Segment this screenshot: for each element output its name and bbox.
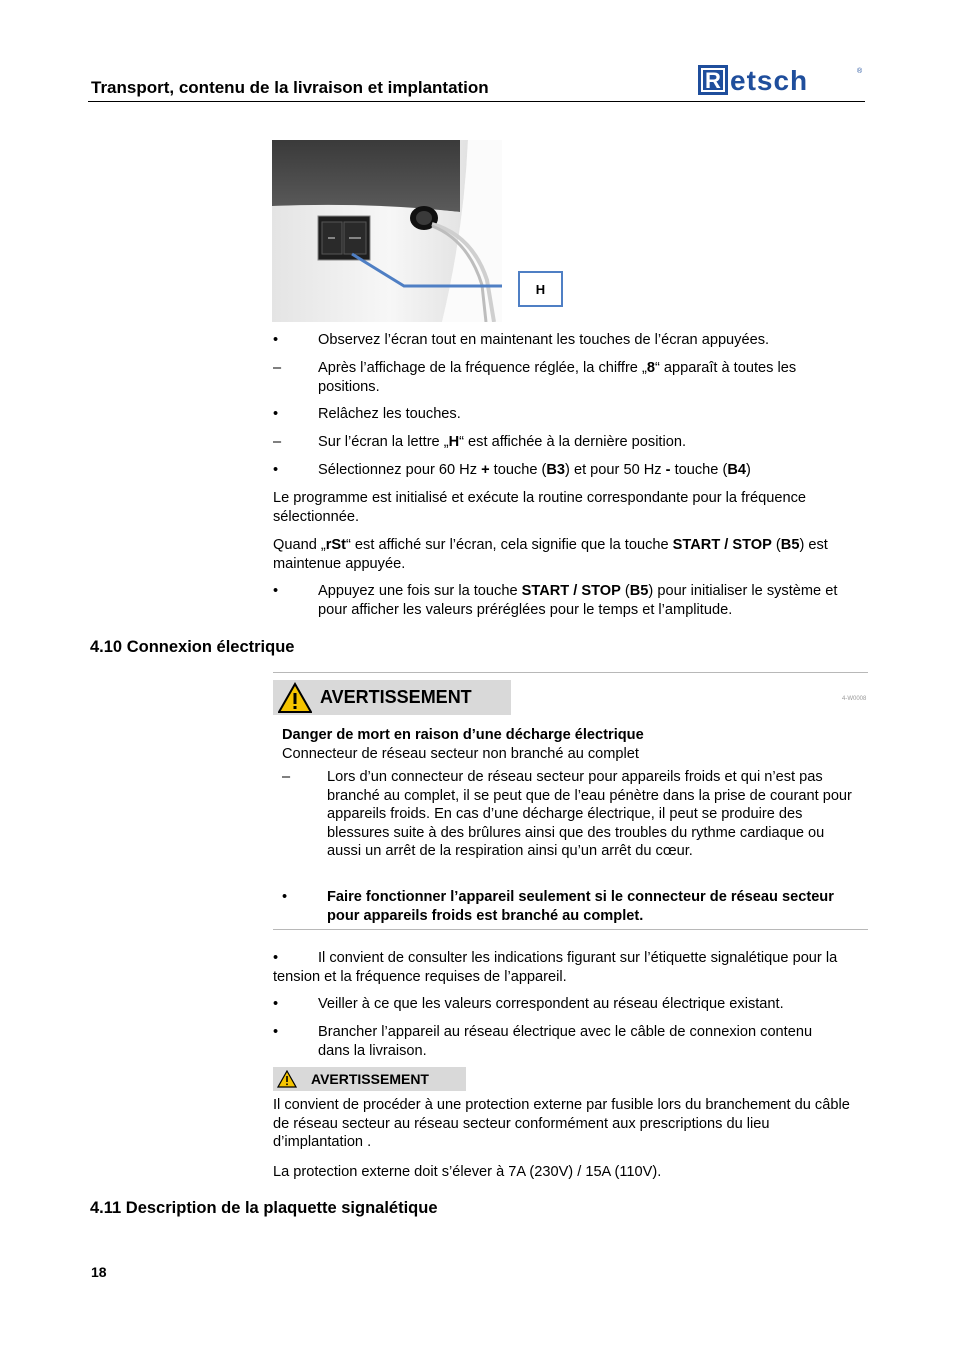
list-marker: • [273, 996, 279, 1012]
list-marker: • [273, 462, 279, 478]
text-run-bold: rSt [325, 537, 347, 553]
text-run: ) [745, 462, 751, 478]
warning-bottom-rule [273, 929, 868, 930]
warning-triangle-icon [278, 682, 312, 714]
section-heading-4-10: 4.10 Connexion électrique [90, 638, 295, 656]
warning-header [273, 680, 511, 715]
text-run-bold: + [481, 462, 490, 478]
text-run: “ apparaît à toutes les positions. [318, 360, 797, 395]
section-heading-4-11: 4.11 Description de la plaquette signalétique [90, 1199, 438, 1217]
text-run: “ est affiché sur l’écran, cela signifie que la touche [346, 537, 673, 553]
text-run: ( [620, 583, 630, 599]
text-run-bold: B5 [780, 537, 800, 553]
header-rule [88, 101, 865, 102]
step-text [318, 582, 863, 619]
list-marker: • [273, 583, 279, 599]
step-text [318, 461, 858, 480]
text-run: “ est affichée à la dernière position. [459, 434, 687, 450]
text-run: Observez l’écran tout en maintenant les touches de l’écran appuyées. [318, 332, 770, 348]
list-marker: – [282, 769, 291, 785]
text-run: touche ( [670, 462, 728, 478]
text-run-bold: B4 [727, 462, 746, 478]
list-marker: – [273, 360, 282, 376]
text-run: Il convient de consulter les indications figurant sur l’étiquette signalétique pour la tension et la fréquence requises de l’appareil. [273, 950, 838, 985]
callout-label-h: H [518, 271, 563, 307]
logo-mark: ® [857, 68, 863, 75]
warning-top-rule [273, 672, 868, 673]
text-run: Sélectionnez pour 60 Hz [318, 462, 482, 478]
list-marker: • [273, 1024, 279, 1040]
list-marker: • [282, 889, 288, 905]
list-marker: • [273, 332, 279, 348]
warning-subheading: Connecteur de réseau secteur non branché au complet [282, 746, 639, 762]
text-run: ( [771, 537, 781, 553]
text-run: Sur l’écran la lettre „ [318, 434, 449, 450]
list-item-text: Brancher l’appareil au réseau électrique avec le câble de connexion contenu dans la livraison. [318, 1024, 813, 1059]
text-run: touche ( [489, 462, 547, 478]
logo-r: R [705, 68, 721, 93]
page-number: 18 [91, 1264, 107, 1280]
warning-heading: Danger de mort en raison d’une décharge électrique [282, 727, 644, 743]
warning-bullet-text: Faire fonctionner l’appareil seulement si le connecteur de réseau secteur pour appareils froids est branché au complet. [327, 889, 834, 924]
list-item [273, 949, 863, 986]
text-run-bold: START / STOP [521, 583, 621, 599]
list-marker: – [273, 434, 282, 450]
step-text [318, 359, 858, 396]
small-warning-label: AVERTISSEMENT [311, 1071, 429, 1087]
text-run-bold: B5 [629, 583, 649, 599]
warning-code: 4-W0008 [842, 696, 867, 702]
logo-text: etsch [730, 65, 809, 96]
paragraph [273, 536, 863, 573]
warning-label: AVERTISSEMENT [320, 687, 472, 707]
step-text [318, 433, 858, 452]
paragraph: La protection externe doit s’élever à 7A (230V) / 15A (110V). [273, 1164, 662, 1180]
text-run-bold: 8 [646, 360, 655, 376]
warning-dash-text: Lors d’un connecteur de réseau secteur pour appareils froids et qui n’est pas branché au complet, il se peut que de l’eau pénètre dans la prise de courant pour appareils froids. En cas d’une décharge électrique, il peut se produire des blessures suite à des brûlures ainsi que des troubles du rythme cardiaque ou aussi un arrêt de la respiration ainsi qu’un arrêt du cœur. [327, 769, 852, 859]
list-marker: • [273, 950, 279, 966]
text-run: ) et pour 50 Hz [565, 462, 666, 478]
step-text [318, 405, 858, 424]
device-photo [272, 140, 502, 322]
text-run: Appuyez une fois sur la touche [318, 583, 522, 599]
list-marker: • [273, 406, 279, 422]
warning-triangle-icon [277, 1070, 297, 1088]
page-header-title: Transport, contenu de la livraison et implantation [91, 78, 489, 97]
text-run: ) est maintenue appuyée. [273, 537, 828, 572]
text-run-bold: - [665, 462, 671, 478]
retsch-logo [697, 63, 865, 97]
text-run: ) pour initialiser le système et pour afficher les valeurs préréglées pour le temps et l’amplitude. [318, 583, 838, 618]
text-run-bold: B3 [546, 462, 566, 478]
text-run: Quand „ [273, 537, 326, 553]
text-run-bold: START / STOP [672, 537, 772, 553]
text-run: Relâchez les touches. [318, 406, 461, 422]
paragraph: Le programme est initialisé et exécute la routine correspondante pour la fréquence sélectionnée. [273, 490, 806, 525]
step-text [318, 331, 858, 350]
text-run-bold: H [448, 434, 460, 450]
text-run: Après l’affichage de la fréquence réglée, la chiffre „ [318, 360, 647, 376]
paragraph: Il convient de procéder à une protection externe par fusible lors du branchement du câble de réseau secteur au réseau secteur conformément aux prescriptions du lieu d’implantation . [273, 1097, 850, 1150]
small-warning-header [273, 1067, 466, 1091]
list-item-text: Veiller à ce que les valeurs correspondent au réseau électrique existant. [318, 996, 784, 1012]
